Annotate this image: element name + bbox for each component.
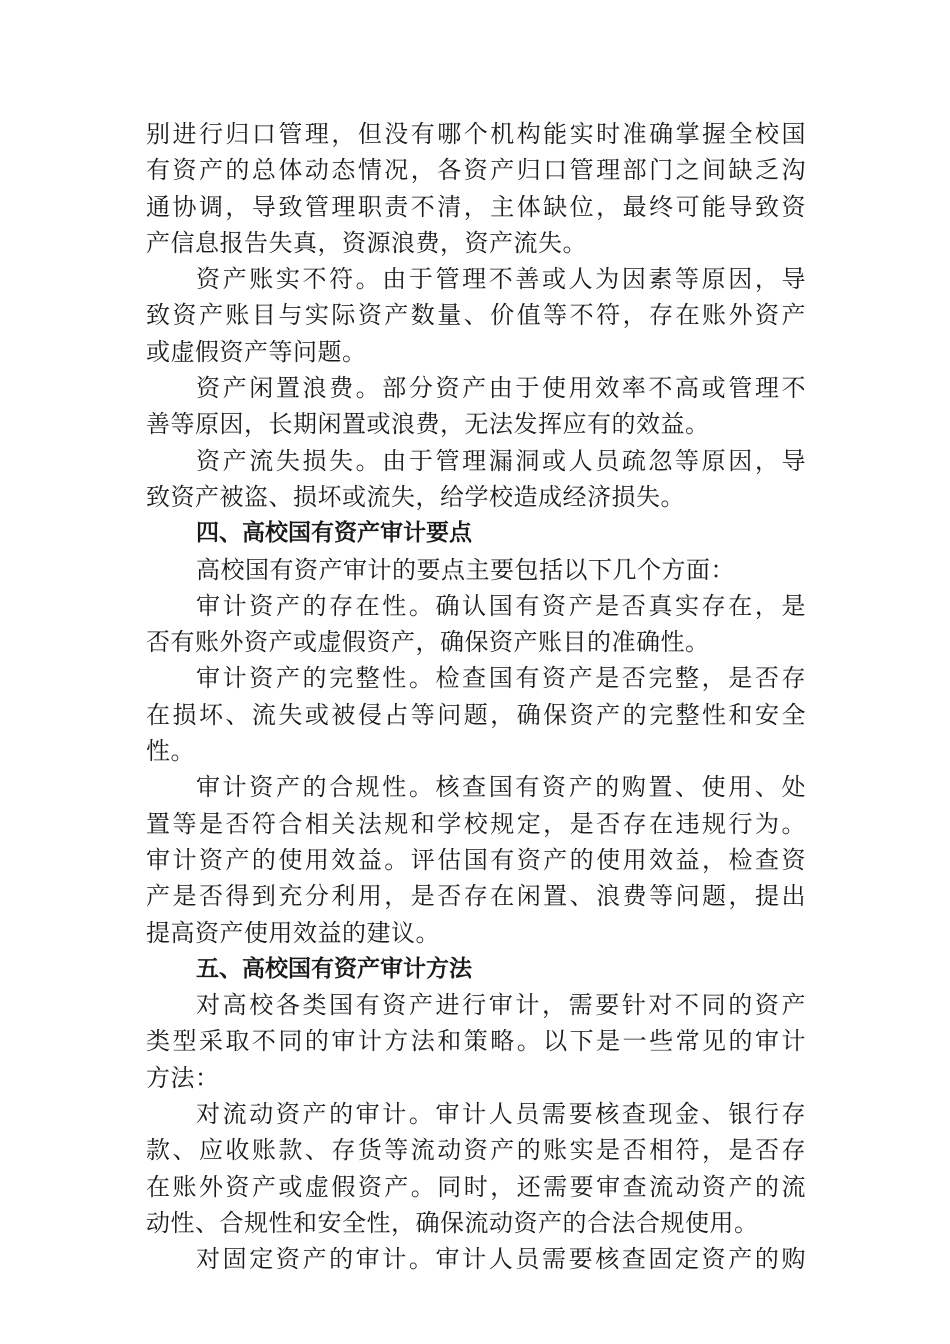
section-heading: 五、高校国有资产审计方法 xyxy=(196,955,472,982)
text-line: 产是否得到充分利用，是否存在闲置、浪费等问题，提出 xyxy=(146,882,806,911)
text-line: 致资产被盗、损坏或流失，给学校造成经济损失。 xyxy=(146,482,685,511)
text-line: 提高资产使用效益的建议。 xyxy=(146,918,440,947)
text-line: 审计资产的使用效益。评估国有资产的使用效益，检查资 xyxy=(146,845,806,874)
text-line: 方法： xyxy=(146,1063,220,1092)
text-line: 性。 xyxy=(146,737,195,766)
text-line: 在账外资产或虚假资产。同时，还需要审查流动资产的流 xyxy=(146,1172,806,1201)
section-heading: 四、高校国有资产审计要点 xyxy=(196,520,472,547)
text-line: 审计资产的存在性。确认国有资产是否真实存在，是 xyxy=(196,591,806,620)
text-line: 类型采取不同的审计方法和策略。以下是一些常见的审计 xyxy=(146,1027,806,1056)
text-line: 有资产的总体动态情况，各资产归口管理部门之间缺乏沟 xyxy=(146,156,806,185)
text-line: 款、应收账款、存货等流动资产的账实是否相符，是否存 xyxy=(146,1136,806,1165)
text-line: 对高校各类国有资产进行审计，需要针对不同的资产 xyxy=(196,991,806,1020)
text-line: 通协调，导致管理职责不清，主体缺位，最终可能导致资 xyxy=(146,192,806,221)
text-line: 致资产账目与实际资产数量、价值等不符，存在账外资产 xyxy=(146,301,806,330)
text-line: 别进行归口管理，但没有哪个机构能实时准确掌握全校国 xyxy=(146,120,806,148)
text-line: 对流动资产的审计。审计人员需要核查现金、银行存 xyxy=(196,1100,806,1129)
document-body xyxy=(146,116,806,1278)
text-line: 资产账实不符。由于管理不善或人为因素等原因，导 xyxy=(196,265,806,294)
text-line: 资产闲置浪费。部分资产由于使用效率不高或管理不 xyxy=(196,374,806,403)
text-line: 置等是否符合相关法规和学校规定，是否存在违规行为。 xyxy=(146,809,806,838)
text-line: 对固定资产的审计。审计人员需要核查固定资产的购 xyxy=(196,1245,806,1274)
text-line: 资产流失损失。由于管理漏洞或人员疏忽等原因，导 xyxy=(196,446,806,475)
text-line: 否有账外资产或虚假资产，确保资产账目的准确性。 xyxy=(146,628,710,657)
text-line: 善等原因，长期闲置或浪费，无法发挥应有的效益。 xyxy=(146,410,710,439)
text-line: 产信息报告失真，资源浪费，资产流失。 xyxy=(146,228,587,257)
text-line: 审计资产的合规性。核查国有资产的购置、使用、处 xyxy=(196,773,806,802)
text-line: 审计资产的完整性。检查国有资产是否完整，是否存 xyxy=(196,664,806,693)
text-line: 动性、合规性和安全性，确保流动资产的合法合规使用。 xyxy=(146,1208,759,1237)
text-line: 高校国有资产审计的要点主要包括以下几个方面： xyxy=(196,555,735,584)
text-line: 在损坏、流失或被侵占等问题，确保资产的完整性和安全 xyxy=(146,700,806,729)
text-line: 或虚假资产等问题。 xyxy=(146,337,367,366)
